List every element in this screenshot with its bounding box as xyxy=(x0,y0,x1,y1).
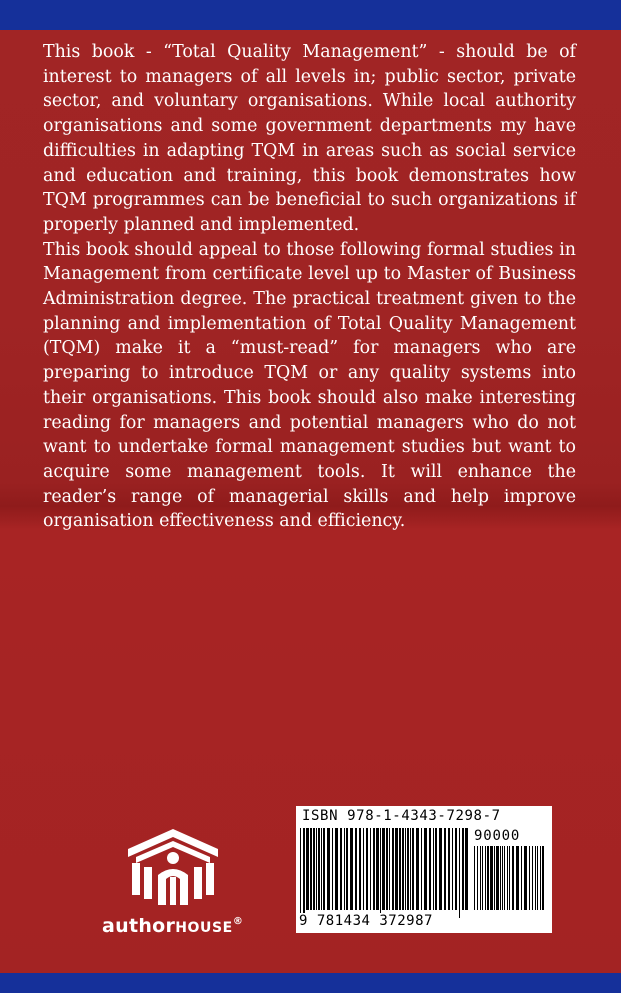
bottom-blue-band xyxy=(0,973,621,993)
publisher-logo xyxy=(96,827,266,942)
barcode-bar xyxy=(380,828,381,918)
registered-mark: ® xyxy=(232,916,244,927)
barcode-bar xyxy=(416,828,419,910)
barcode-bar xyxy=(310,828,312,910)
barcode-bar xyxy=(350,828,353,910)
barcode-bar xyxy=(504,846,505,910)
publisher-name xyxy=(102,915,262,937)
barcode-bar xyxy=(480,846,481,910)
barcode-bar xyxy=(306,828,309,910)
barcode-bar xyxy=(366,828,368,910)
barcode-bar xyxy=(407,828,409,910)
barcode-bar xyxy=(502,846,503,910)
barcode-bar xyxy=(344,828,345,910)
barcode-bar xyxy=(424,828,427,910)
barcode-bar xyxy=(444,828,446,910)
barcode-bar xyxy=(327,828,330,910)
blurb-paragraph-1: This book - “Total Quality Management” - should be of interest to managers of all levels in; public sector, private sector, and voluntary organisations. While local authority organisations and some government departments my have difficulties in adapting TQM in areas such as social service and education and training, this book demonstrates how TQM programmes can be beneficial to such organizations if properly planned and implemented. xyxy=(43,42,576,235)
isbn-barcode xyxy=(296,806,552,933)
barcode-bar xyxy=(323,828,325,910)
barcode-bar xyxy=(482,846,483,910)
barcode-bar xyxy=(459,828,460,918)
barcode-bar xyxy=(465,828,468,910)
barcode-bar xyxy=(382,828,385,910)
barcode-bar xyxy=(500,846,501,910)
barcode-bar xyxy=(355,828,357,910)
barcode-bar xyxy=(363,828,364,910)
barcode-bar xyxy=(529,846,530,910)
barcode-bar xyxy=(303,828,305,918)
ean-barcode-bars xyxy=(300,828,470,918)
barcode-bar xyxy=(395,828,398,910)
barcode-bar xyxy=(509,846,510,910)
publisher-name-house: HOUSE xyxy=(175,920,233,936)
barcode-bar xyxy=(321,828,322,910)
barcode-bar xyxy=(376,828,379,910)
barcode-bar xyxy=(410,828,411,910)
barcode-bar xyxy=(537,846,538,910)
barcode-bar xyxy=(452,828,453,910)
barcode-bar xyxy=(359,828,361,910)
barcode-bar xyxy=(405,828,406,910)
barcode-bar xyxy=(392,828,394,910)
barcode-bar xyxy=(542,846,544,910)
barcode-bar xyxy=(477,846,478,910)
barcode-bar xyxy=(402,828,404,910)
price-barcode-bars xyxy=(474,846,546,918)
barcode-bar xyxy=(490,846,493,910)
barcode-bar xyxy=(485,846,486,910)
barcode-bar xyxy=(332,828,333,910)
barcode-bar xyxy=(524,846,527,910)
barcode-bar xyxy=(429,828,431,910)
price-code: 90000 xyxy=(474,828,521,844)
isbn-label: ISBN 978-1-4343-7298-7 xyxy=(302,808,501,824)
barcode-bar xyxy=(448,828,450,910)
barcode-bar xyxy=(487,846,489,910)
barcode-bar xyxy=(516,846,519,910)
barcode-bar xyxy=(316,828,317,910)
barcode-bar xyxy=(474,846,475,910)
barcode-bar xyxy=(399,828,401,910)
barcode-bar xyxy=(496,846,499,910)
barcode-bar xyxy=(439,828,442,910)
publisher-name-author: author xyxy=(102,915,176,937)
top-blue-band xyxy=(0,0,621,30)
barcode-bar xyxy=(435,828,437,910)
barcode-bar xyxy=(412,828,414,910)
barcode-bar xyxy=(386,828,388,910)
barcode-bar xyxy=(521,846,522,910)
barcode-bar xyxy=(318,828,320,910)
barcode-bar xyxy=(313,828,315,910)
barcode-bar xyxy=(462,828,464,910)
barcode-bar xyxy=(455,828,457,910)
barcode-bar xyxy=(373,828,375,910)
barcode-bar xyxy=(389,828,390,910)
barcode-bar xyxy=(346,828,348,910)
barcode-bar xyxy=(421,828,422,910)
barcode-bar xyxy=(535,846,536,910)
authorhouse-logo-icon xyxy=(126,827,220,909)
barcode-bar xyxy=(532,846,533,910)
barcode-bar xyxy=(370,828,371,910)
barcode-bar xyxy=(494,846,495,910)
barcode-bar xyxy=(540,846,541,910)
barcode-bar xyxy=(335,828,338,910)
blurb-paragraph-2: This book should appeal to those following formal studies in Management from certificate level up to Master of Business Administration degree. The practical treatment given to the planning and implementation of Total Quality Management (TQM) make it a “must-read” for managers who are preparing to introduce TQM or any quality systems into their organisations. This book should also make interesting reading for managers and potential managers who do not want to undertake formal management studies but want to acquire some management tools. It will enhance the reader’s range of managerial skills and help improve organisation effectiveness and efficiency. xyxy=(43,239,576,532)
barcode-bar xyxy=(507,846,508,910)
barcode-bar xyxy=(340,828,342,910)
barcode-bar xyxy=(433,828,434,910)
back-cover-blurb xyxy=(43,40,576,534)
ean-digits: 9 781434 372987 xyxy=(299,913,433,929)
barcode-bar xyxy=(512,846,514,910)
barcode-bar xyxy=(300,828,301,918)
